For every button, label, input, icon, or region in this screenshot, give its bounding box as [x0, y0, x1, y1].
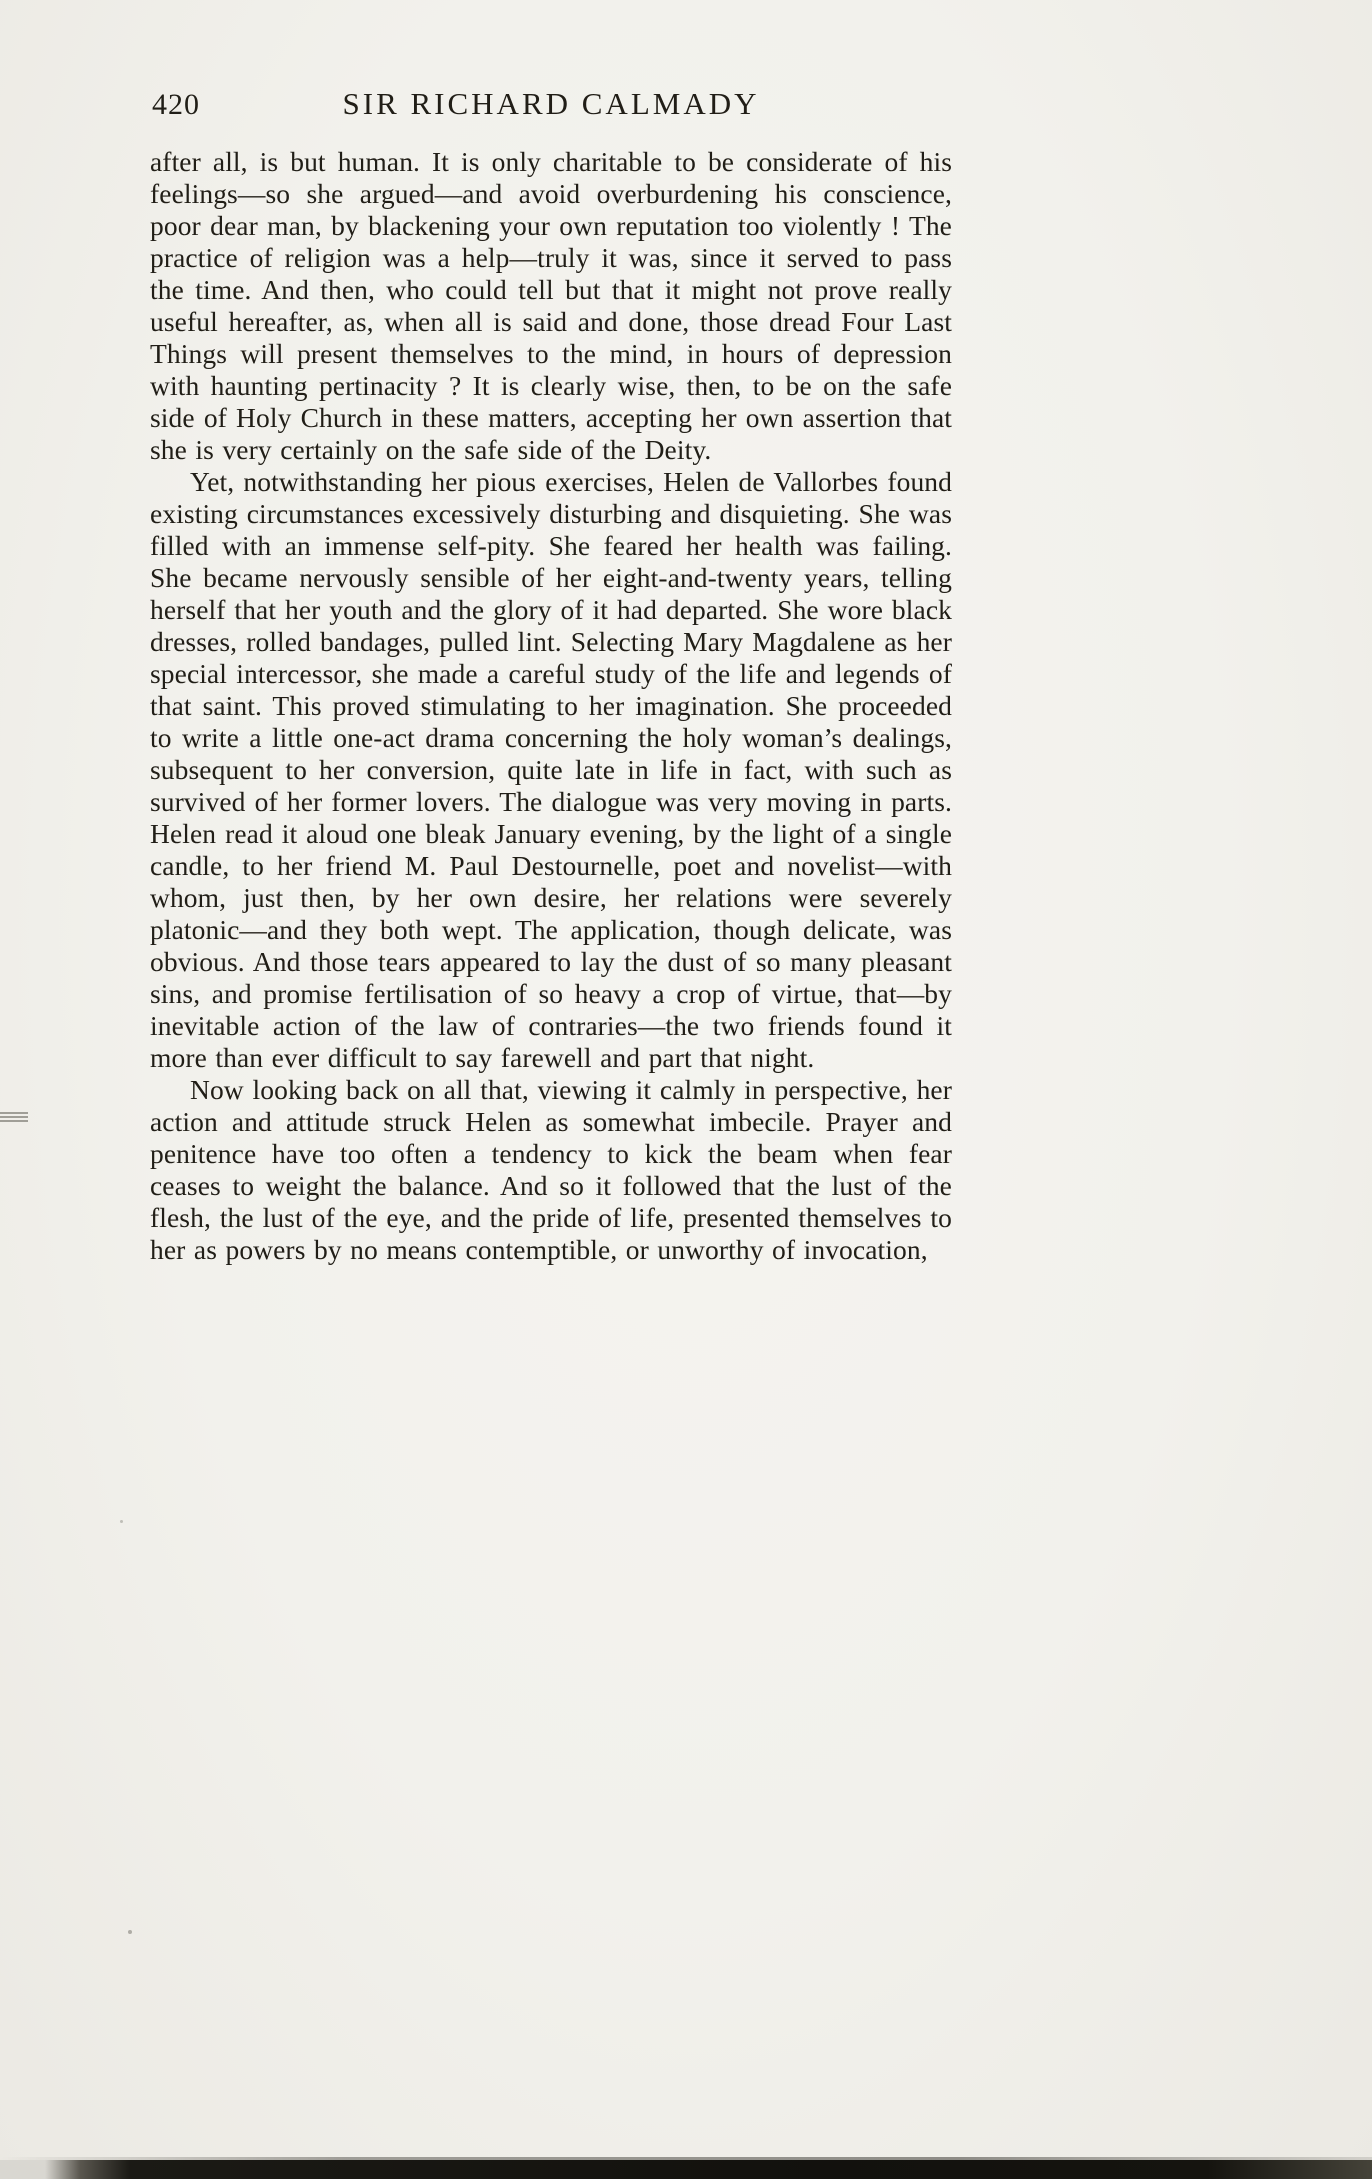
body-text-block: [150, 146, 952, 1266]
running-head: [150, 86, 952, 126]
page-number: 420: [152, 88, 200, 121]
scan-artifact-left-margin: [0, 1112, 28, 1122]
paragraph: Now looking back on all that, viewing it calmly in perspective, her action and attitude struck Helen as somewhat imbecile. Prayer and penitence have too often a tendency to kick the beam when fear ceases to weight the balance. And so it followed that the lust of the flesh, the lust of the eye, and the pride of life, presented themselves to her as powers by no means contemptible, or unworthy of invocation,: [150, 1074, 952, 1265]
scan-bottom-edge: [0, 2160, 1372, 2179]
paragraph: Yet, notwithstanding her pious exercises, Helen de Vallorbes found existing circumstances excessively disturbing and disquieting. She was filled with an immense self-pity. She feared her health was failing. She became nervously sensible of her eight-and-twenty years, telling herself that her youth and the glory of it had departed. She wore black dresses, rolled bandages, pulled lint. Selecting Mary Magdalene as her special intercessor, she made a careful study of the life and legends of that saint. This proved stimulating to her imagination. She proceeded to write a little one-act drama concerning the holy woman’s dealings, subsequent to her conversion, quite late in life in fact, with such as survived of her former lovers. The dialogue was very moving in parts. Helen read it aloud one bleak January evening, by the light of a single candle, to her friend M. Paul Destournelle, poet and novelist—with whom, just then, by her own desire, her relations were severely platonic—and they both wept. The application, though delicate, was obvious. And those tears appeared to lay the dust of so many pleasant sins, and promise fertilisation of so heavy a crop of virtue, that—by inevitable action of the law of contraries—the two friends found it more than ever difficult to say farewell and part that night.: [150, 466, 952, 1073]
scan-speck: [120, 1520, 123, 1523]
page-title: SIR RICHARD CALMADY: [342, 86, 760, 121]
scan-speck: [128, 1930, 132, 1934]
paragraph: after all, is but human. It is only charitable to be considerate of his feelings—so she argued—and avoid overburdening his conscience, poor dear man, by blackening your own reputation too violently ! The practice of religion was a help—truly it was, since it served to pass the time. And then, who could tell but that it might not prove really useful hereafter, as, when all is said and done, those dread Four Last Things will present themselves to the mind, in hours of depression with haunting pertinacity ? It is clearly wise, then, to be on the safe side of Holy Church in these matters, accepting her own assertion that she is very certainly on the safe side of the Deity.: [150, 146, 952, 465]
